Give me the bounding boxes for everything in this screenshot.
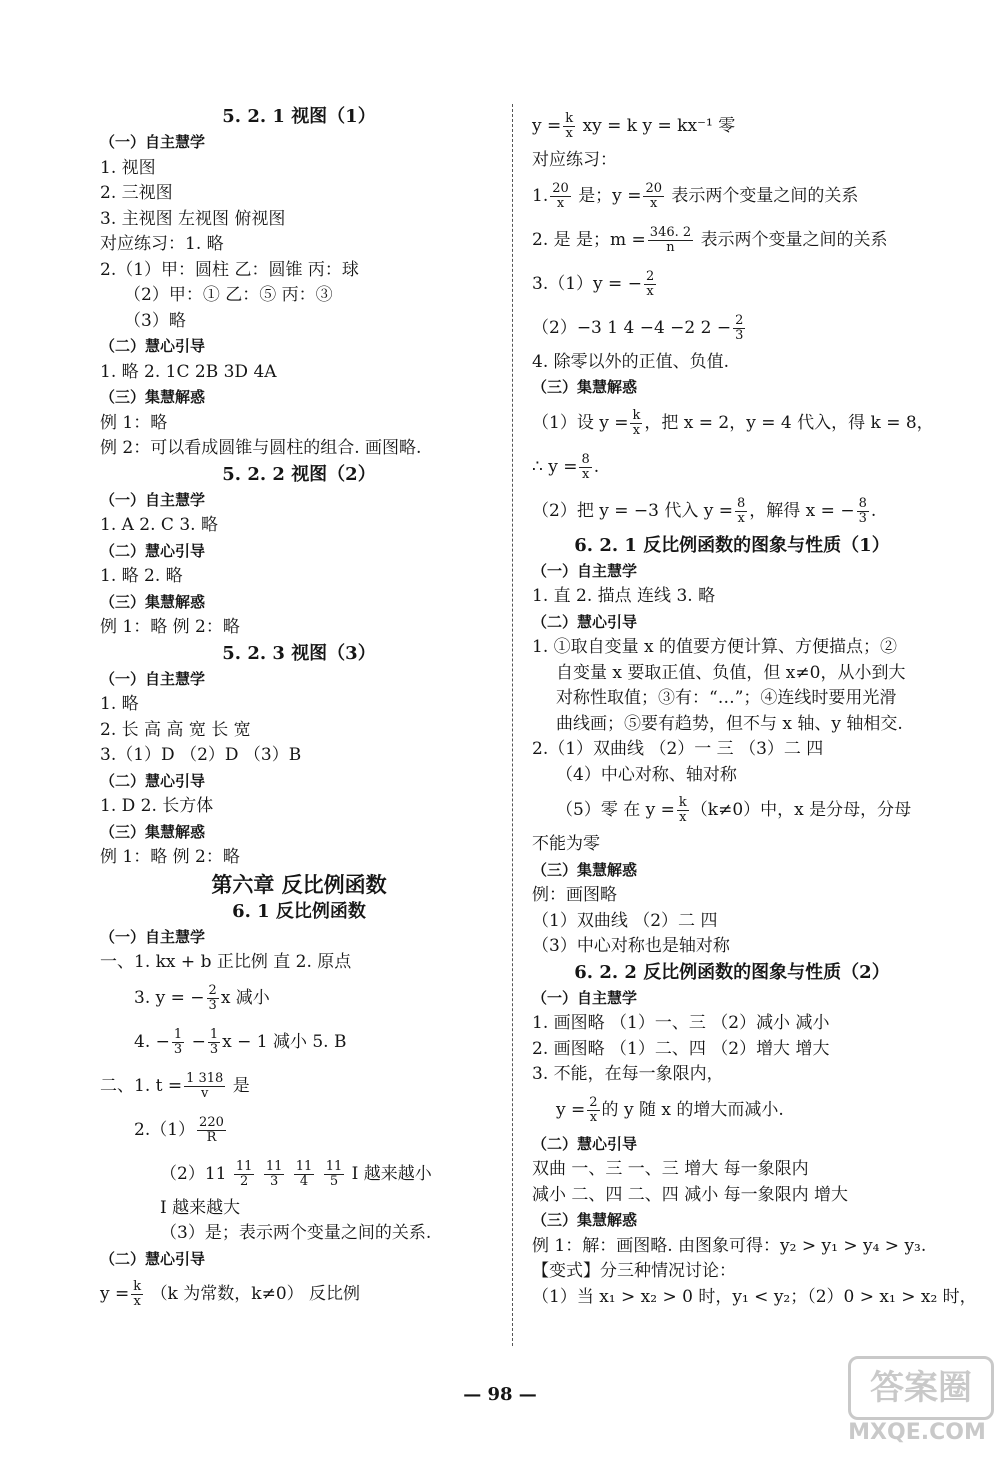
subheading: （一）自主慧学: [100, 927, 206, 946]
answer-line: 例 1：略 例 2：略: [100, 617, 240, 637]
answer-line: 2.（1）双曲线 （2）一 三 （3）二 四: [532, 739, 824, 759]
fraction: $\frac{2}{3}$: [208, 982, 217, 1013]
fraction: $\frac{2}{x}$: [589, 1094, 598, 1125]
fraction: $\frac{20}{x}$: [552, 180, 569, 211]
section-title-6-2-1: 6. 2. 1 反比例函数的图象与性质（1）: [574, 534, 890, 556]
answer-line: 一、1. kx + b 正比例 直 2. 原点: [100, 952, 352, 972]
answer-line: I 越来越大: [160, 1197, 241, 1218]
fraction: $\frac{8}{x}$: [581, 451, 590, 482]
answer-line: ∴ y = $\frac{8}{x}$ .: [532, 451, 600, 482]
fraction: $\frac{220}{R}$: [199, 1114, 224, 1145]
answer-line: 对应练习：1. 略: [100, 234, 224, 254]
answer-line: 4. − $\frac{1}{3}$ − $\frac{1}{3}$ x − 1 减小 5. B: [134, 1026, 347, 1057]
answer-line: 2. 是 是；m = $\frac{346. 2}{n}$ 表示两个变量之间的关系: [532, 224, 888, 255]
fraction: $\frac{346. 2}{n}$: [649, 224, 692, 255]
fraction: $\frac{k}{x}$: [565, 111, 574, 141]
subheading: （二）慧心引导: [532, 612, 638, 631]
answer-line: 2. 长 高 高 宽 长 宽: [100, 719, 251, 740]
answer-line: y = $\frac{2}{x}$ 的 y 随 x 的增大而减小.: [556, 1094, 784, 1125]
fraction: $\frac{2}{3}$: [735, 312, 744, 343]
answer-line: 例 1：略 例 2：略: [100, 847, 240, 867]
answer-line: 2. 三视图: [100, 183, 173, 203]
answer-line: （2）11 $\frac{11}{2}$ $\frac{11}{3}$ $\frac{11}{4}$ $\frac{11}{5}$ I 越来越小: [160, 1158, 432, 1189]
answer-line: （1）双曲线 （2）二 四: [532, 910, 718, 931]
answer-line: 不能为零: [532, 834, 600, 854]
subheading: （三）集慧解惑: [100, 592, 206, 611]
subheading: （一）自主慧学: [100, 669, 206, 688]
answer-line: 例：画图略: [532, 885, 617, 905]
subheading: （一）自主慧学: [100, 490, 206, 509]
answer-line: （3）中心对称也是轴对称: [532, 936, 730, 956]
answer-line: 2. 画图略 （1）二、四 （2）增大 增大: [532, 1038, 830, 1059]
page-number: — 98 —: [463, 1384, 537, 1405]
fraction: $\frac{8}{x}$: [737, 495, 746, 526]
answer-line: 双曲 一、三 一、三 增大 每一象限内: [532, 1159, 809, 1179]
watermark-url: MXQE.COM: [848, 1420, 986, 1445]
answer-line: （4）中心对称、轴对称: [556, 764, 737, 785]
answer-line: 1. 直 2. 描点 连线 3. 略: [532, 586, 716, 606]
fraction: $\frac{1}{3}$: [173, 1026, 183, 1057]
answer-line: 4. 除零以外的正值、负值.: [532, 351, 730, 372]
fraction: $\frac{2}{x}$: [645, 268, 655, 299]
answer-line: （3）略: [124, 310, 186, 331]
answer-line: 二、1. t = $\frac{1 318}{v}$ 是: [100, 1070, 250, 1101]
subheading: （二）慧心引导: [100, 541, 206, 560]
section-title-5-2-2: 5. 2. 2 视图（2）: [222, 463, 376, 485]
answer-line: （2）−3 1 4 −4 −2 2 − $\frac{2}{3}$: [532, 312, 744, 343]
answer-line: 1. 略 2. 略: [100, 566, 183, 586]
answer-line: （1）设 y = $\frac{k}{x}$ ，把 x = 2，y = 4 代入，得 k = 8，: [532, 407, 934, 438]
subheading: （一）自主慧学: [532, 988, 638, 1007]
fraction: $\frac{k}{x}$: [678, 795, 687, 825]
answer-line: 1. 略 2. 1C 2B 3D 4A: [100, 361, 277, 382]
answer-line: （1）当 x₁ > x₂ > 0 时，y₁ < y₂；（2）0 > x₁ > x₂ 时，: [532, 1286, 977, 1307]
fraction: $\frac{20}{x}$: [645, 180, 662, 211]
section-title-6-1: 6. 1 反比例函数: [232, 900, 366, 922]
subheading: （三）集慧解惑: [532, 1211, 638, 1229]
answer-line: 3. 不能，在每一象限内，: [532, 1064, 724, 1084]
answer-line: 1. 略: [100, 694, 139, 714]
answer-line: 例 2：可以看成圆锥与圆柱的组合. 画图略.: [100, 438, 422, 458]
answer-line: 【变式】分三种情况讨论：: [532, 1261, 736, 1281]
watermark: [838, 1352, 996, 1456]
answer-line: 1. A 2. C 3. 略: [100, 515, 218, 535]
answer-line: （2）甲：① 乙：⑤ 丙：③: [124, 285, 333, 305]
right-column: [532, 104, 977, 1310]
answer-line: （3）是；表示两个变量之间的关系.: [160, 1223, 432, 1243]
fraction: $\frac{k}{x}$: [632, 407, 641, 438]
answer-line: y = $\frac{k}{x}$ （k 为常数，k≠0） 反比例: [100, 1279, 361, 1309]
subheading: （三）集慧解惑: [532, 860, 638, 879]
answer-line: 3. y = − $\frac{2}{3}$ x 减小: [134, 982, 270, 1013]
subheading: （二）慧心引导: [100, 1249, 206, 1268]
answer-line: 例 1：略: [100, 412, 168, 433]
left-column: [100, 104, 498, 1316]
answer-line: 1. $\frac{20}{x}$ 是；y = $\frac{20}{x}$ 表示两个变量之间的关系: [532, 180, 859, 211]
answer-line: 减小 二、四 二、四 减小 每一象限内 增大: [532, 1184, 849, 1205]
answer-line: 1. ①取自变量 x 的值要方便计算、方便描点；②: [532, 637, 898, 657]
fraction: $\frac{11}{3}$: [265, 1158, 283, 1189]
fraction: $\frac{11}{4}$: [295, 1158, 313, 1189]
watermark-logo: 答案圈: [848, 1356, 994, 1420]
fraction: $\frac{1}{3}$: [209, 1026, 219, 1057]
answer-line: y = $\frac{k}{x}$ xy = k y = kx⁻¹ 零: [532, 111, 736, 141]
answer-line: （5）零 在 y = $\frac{k}{x}$ （k≠0）中，x 是分母，分母: [556, 795, 912, 825]
answer-line: （2）把 y = −3 代入 y = $\frac{8}{x}$ ，解得 x = − $\frac{8}{3}$ .: [532, 495, 877, 526]
subheading: （二）慧心引导: [100, 771, 206, 790]
subheading: （一）自主慧学: [100, 133, 206, 151]
column-divider: [512, 104, 513, 1346]
section-title-6-2-2: 6. 2. 2 反比例函数的图象与性质（2）: [574, 961, 890, 983]
answer-line: 1. D 2. 长方体: [100, 796, 214, 816]
fraction: $\frac{11}{5}$: [325, 1158, 343, 1189]
section-title-5-2-1: 5. 2. 1 视图（1）: [222, 106, 376, 127]
answer-line: 3.（1）D （2）D （3）B: [100, 745, 302, 765]
answer-line: 例 1：解：画图略. 由图象可得：y₂ > y₁ > y₄ > y₃.: [532, 1235, 927, 1256]
chapter-title: 第六章 反比例函数: [211, 871, 387, 897]
fraction: $\frac{1 318}{v}$: [186, 1070, 224, 1101]
subheading: （二）慧心引导: [100, 337, 206, 355]
subheading: （三）集慧解惑: [532, 378, 638, 396]
subheading: （三）集慧解惑: [100, 822, 206, 841]
answer-line: 1. 视图: [100, 157, 156, 178]
answer-line: 3. 主视图 左视图 俯视图: [100, 208, 286, 229]
answer-line: 对应练习：: [532, 150, 617, 170]
answer-line: 自变量 x 要取正值、负值，但 x≠0，从小到大: [556, 662, 906, 683]
answer-line: 1. 画图略 （1）一、三 （2）减小 减小: [532, 1013, 830, 1033]
answer-line: 2.（1） $\frac{220}{R}$: [134, 1114, 224, 1145]
section-title-5-2-3: 5. 2. 3 视图（3）: [222, 642, 376, 664]
answer-line: 3.（1）y = − $\frac{2}{x}$: [532, 268, 655, 299]
subheading: （一）自主慧学: [532, 561, 638, 580]
answer-line: 2.（1）甲：圆柱 乙：圆锥 丙：球: [100, 259, 359, 280]
answer-line: 对称性取值；③有：“…”；④连线时要用光滑: [556, 688, 897, 708]
answer-line: 曲线画；⑤要有趋势，但不与 x 轴、y 轴相交.: [556, 713, 903, 734]
fraction: $\frac{8}{3}$: [858, 495, 867, 526]
subheading: （三）集慧解惑: [100, 388, 206, 406]
fraction: $\frac{11}{2}$: [235, 1158, 253, 1189]
subheading: （二）慧心引导: [532, 1134, 638, 1153]
fraction: $\frac{k}{x}$: [133, 1279, 142, 1309]
